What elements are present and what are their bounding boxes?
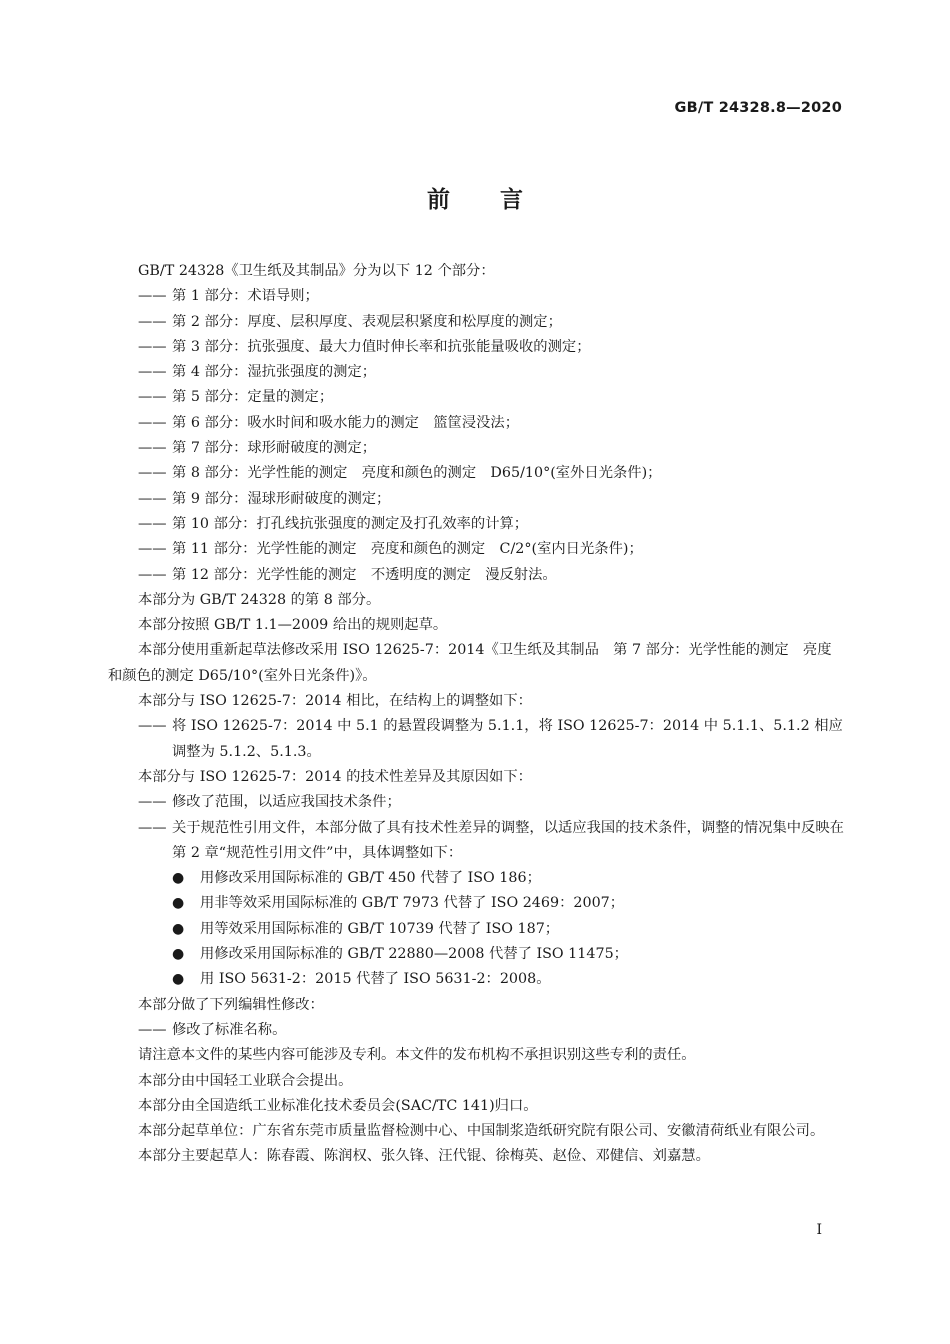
list-item: —— 第 6 部分：吸水时间和吸水能力的测定 篮筐浸没法；	[108, 411, 844, 436]
list-item: ● 用修改采用国际标准的 GB/T 450 代替了 ISO 186；	[108, 866, 844, 891]
dash-mark: ——	[138, 288, 167, 305]
dash-mark: ——	[138, 490, 167, 507]
dash-mark: ——	[138, 364, 167, 381]
list-item: —— 第 7 部分：球形耐破度的测定；	[108, 436, 844, 461]
list-item: —— 第 4 部分：湿抗张强度的测定；	[108, 360, 844, 385]
list-item: ● 用 ISO 5631-2：2015 代替了 ISO 5631-2：2008。	[108, 967, 844, 992]
list-item: —— 第 3 部分：抗张强度、最大力值时伸长率和抗张能量吸收的测定；	[108, 335, 844, 360]
list-item: —— 第 11 部分：光学性能的测定 亮度和颜色的测定 C/2°(室内日光条件)；	[108, 537, 844, 562]
dash-mark: ——	[138, 566, 167, 583]
list-item: —— 第 10 部分：打孔线抗张强度的测定及打孔效率的计算；	[108, 512, 844, 537]
reference-list	[108, 866, 844, 992]
list-item: —— 第 5 部分：定量的测定；	[108, 385, 844, 410]
patent-notice: 请注意本文件的某些内容可能涉及专利。本文件的发布机构不承担识别这些专利的责任。	[138, 1047, 696, 1064]
list-item: —— 第 2 部分：厚度、层积厚度、表观层积紧度和松厚度的测定；	[108, 310, 844, 335]
list-item: —— 第 8 部分：光学性能的测定 亮度和颜色的测定 D65/10°(室外日光条件)；	[108, 461, 844, 486]
dash-mark: ——	[138, 414, 167, 431]
dash-mark: ——	[138, 819, 167, 836]
page-title: 前言	[427, 187, 573, 213]
dash-mark: ——	[138, 338, 167, 355]
dash-mark: ——	[138, 718, 167, 735]
list-item: —— 修改了标准名称。	[108, 1018, 844, 1043]
drafting-units: 本部分起草单位：广东省东莞市质量监督检测中心、中国制浆造纸研究院有限公司、安徽清荷纸业有限公司。	[138, 1123, 825, 1140]
difference-paragraph: 本部分与 ISO 12625-7：2014 的技术性差异及其原因如下：	[138, 768, 532, 785]
standard-code: GB/T 24328.8—2020	[674, 100, 842, 116]
bullet-icon: ●	[172, 920, 185, 937]
editorial-paragraph: 本部分做了下列编辑性修改：	[138, 996, 324, 1013]
bullet-icon: ●	[172, 870, 185, 887]
bullet-icon: ●	[172, 895, 185, 912]
iso-paragraph: 本部分使用重新起草法修改采用 ISO 12625-7：2014《卫生纸及其制品 第 7 部分：光学性能的测定 亮度和颜色的测定 D65/10°(室外日光条件)》。	[108, 642, 832, 684]
list-item: —— 第 12 部分：光学性能的测定 不透明度的测定 漫反射法。	[108, 563, 844, 588]
bullet-icon: ●	[172, 971, 185, 988]
dash-mark: ——	[138, 1021, 167, 1038]
dash-mark: ——	[138, 313, 167, 330]
list-item: —— 第 9 部分：湿球形耐破度的测定；	[108, 487, 844, 512]
dash-mark: ——	[138, 389, 167, 406]
dash-mark: ——	[138, 515, 167, 532]
list-item: ● 用修改采用国际标准的 GB/T 22880—2008 代替了 ISO 11475；	[108, 942, 844, 967]
list-item: —— 修改了范围，以适应我国技术条件；	[108, 790, 844, 815]
list-item: —— 关于规范性引用文件，本部分做了具有技术性差异的调整，以适应我国的技术条件，调整的情况集中反映在第 2 章“规范性引用文件”中，具体调整如下：	[108, 816, 844, 867]
proposed-by: 本部分由中国轻工业联合会提出。	[138, 1072, 353, 1089]
list-item: —— 将 ISO 12625-7：2014 中 5.1 的悬置段调整为 5.1.1，将 ISO 12625-7：2014 中 5.1.1、5.1.2 相应调整为 5.1.2、5.1.3。	[108, 714, 844, 765]
foreword-body	[108, 259, 844, 1170]
dash-mark: ——	[138, 440, 167, 457]
list-item: —— 第 1 部分：术语导则；	[108, 284, 844, 309]
parts-list	[108, 284, 844, 588]
bullet-icon: ●	[172, 946, 185, 963]
dash-mark: ——	[138, 794, 167, 811]
drafters: 本部分主要起草人：陈春霞、陈润权、张久锋、汪代锟、徐梅英、赵俭、邓健信、刘嘉慧。	[138, 1148, 710, 1165]
centralized-by: 本部分由全国造纸工业标准化技术委员会(SAC/TC 141)归口。	[138, 1097, 538, 1114]
list-item: ● 用等效采用国际标准的 GB/T 10739 代替了 ISO 187；	[108, 917, 844, 942]
dash-mark: ——	[138, 541, 167, 558]
structure-paragraph: 本部分与 ISO 12625-7：2014 相比，在结构上的调整如下：	[138, 693, 532, 710]
list-item: ● 用非等效采用国际标准的 GB/T 7973 代替了 ISO 2469：2007；	[108, 891, 844, 916]
page-number: I	[816, 1222, 822, 1238]
part8-paragraph: 本部分为 GB/T 24328 的第 8 部分。	[138, 591, 381, 608]
dash-mark: ——	[138, 465, 167, 482]
intro-paragraph: GB/T 24328《卫生纸及其制品》分为以下 12 个部分：	[138, 263, 495, 279]
rules-paragraph: 本部分按照 GB/T 1.1—2009 给出的规则起草。	[138, 617, 448, 634]
